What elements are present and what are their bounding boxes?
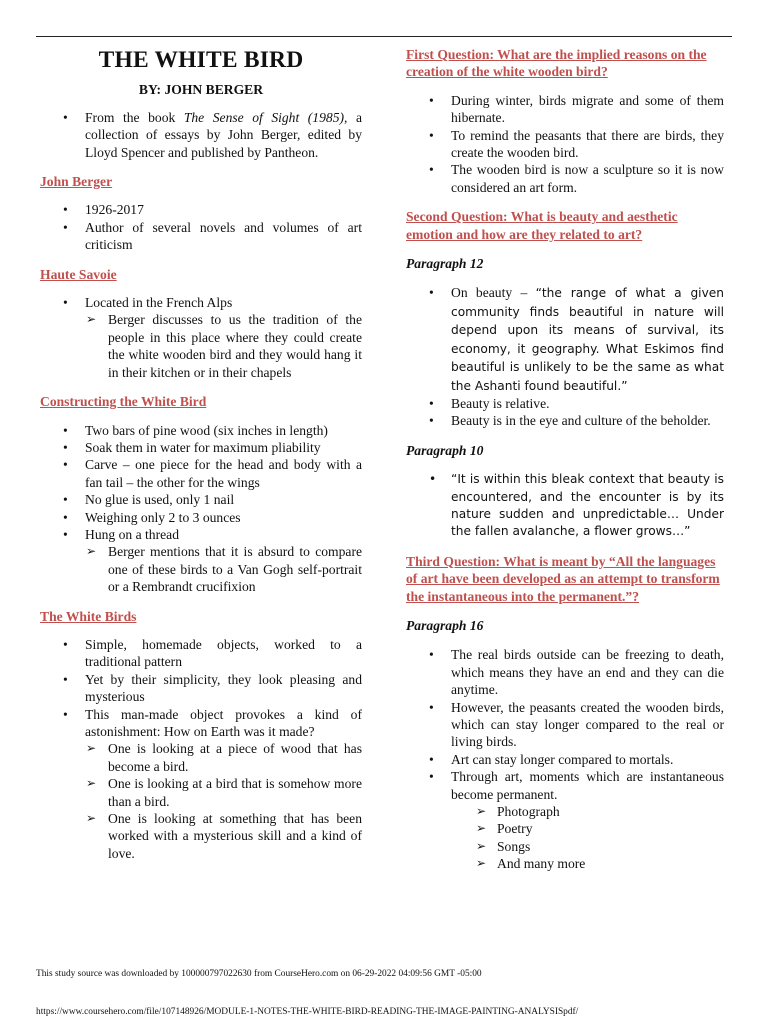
sub-list-item: ➢ Songs: [406, 838, 724, 855]
heading-john-berger: John Berger: [40, 174, 113, 190]
question-2-heading: Second Question: What is beauty and aesthetic emotion and how are they related to art?: [406, 209, 678, 242]
list-item: • Author of several novels and volumes of art criticism: [40, 219, 362, 254]
right-column: [406, 46, 724, 873]
list-item: • The real birds outside can be freezing to death, which means they have an end and they can die anytime.: [406, 646, 724, 698]
p12-list: [406, 284, 724, 429]
left-column: [40, 40, 362, 862]
p10-list: [406, 471, 724, 541]
list-item: • Weighing only 2 to 3 ounces: [40, 509, 362, 526]
question-3-heading: Third Question: What is meant by “All the languages of art have been developed as an attempt to transform the instantaneous into the permanent.”?: [406, 553, 720, 604]
berger-list: [40, 201, 362, 253]
list-item: • However, the peasants created the wooden birds, which can stay longer compared to the real or living birds.: [406, 699, 724, 751]
list-item: • Simple, homemade objects, worked to a traditional pattern: [40, 636, 362, 671]
author-byline: BY: JOHN BERGER: [138, 82, 264, 98]
heading-white-birds: The White Birds: [40, 608, 137, 624]
savoie-list: [40, 294, 362, 381]
list-item: • Carve – one piece for the head and body with a fan tail – the other for the wings: [40, 456, 362, 491]
sub-list-item: ➢ One is looking at a bird that is somehow more than a bird.: [40, 775, 362, 810]
p16-list: [406, 646, 724, 872]
list-item: • Hung on a thread: [40, 526, 362, 543]
sub-list-item: ➢ Berger discusses to us the tradition of the people in this place where they could create the white wooden bird and they would hang it in their kitchen or in their chapels: [40, 311, 362, 381]
list-item: • “It is within this bleak context that beauty is encountered, and the encounter is by its nature sudden and unpredictable… Under the fallen avalanche, a flower grows…”: [406, 471, 724, 541]
paragraph-12-label: Paragraph 12: [406, 256, 484, 272]
heading-haute-savoie: Haute Savoie: [40, 266, 117, 282]
list-item: • The wooden bird is now a sculpture so it is now considered an art form.: [406, 161, 724, 196]
sub-list-item: ➢ One is looking at something that has been worked with a mysterious skill and a kind of love.: [40, 810, 362, 862]
list-item: • 1926-2017: [40, 201, 362, 218]
construct-list: [40, 422, 362, 596]
sub-list-item: ➢ One is looking at a piece of wood that has become a bird.: [40, 740, 362, 775]
list-item: • Located in the French Alps: [40, 294, 362, 311]
list-item: • Art can stay longer compared to mortals.: [406, 751, 724, 768]
sub-list-item: ➢ Berger mentions that it is absurd to compare one of these birds to a Van Gogh self-portrait or a Rembrandt crucifixion: [40, 543, 362, 595]
paragraph-16-label: Paragraph 16: [406, 617, 484, 633]
list-item: • During winter, birds migrate and some of them hibernate.: [406, 92, 724, 127]
list-item: • No glue is used, only 1 nail: [40, 491, 362, 508]
sub-list-item: ➢ Poetry: [406, 820, 724, 837]
list-item: • Through art, moments which are instantaneous become permanent.: [406, 768, 724, 803]
heading-constructing: Constructing the White Bird: [40, 394, 207, 410]
document-title: THE WHITE BIRD: [98, 47, 304, 73]
paragraph-10-label: Paragraph 10: [406, 442, 484, 458]
q1-list: [406, 92, 724, 196]
list-item: • Beauty is relative.: [406, 395, 724, 412]
list-item: • To remind the peasants that there are birds, they create the wooden bird.: [406, 127, 724, 162]
top-rule: [36, 36, 732, 37]
list-item: • This man-made object provokes a kind of astonishment: How on Earth was it made?: [40, 706, 362, 741]
list-item: • Yet by their simplicity, they look pleasing and mysterious: [40, 671, 362, 706]
sub-list-item: ➢ Photograph: [406, 803, 724, 820]
intro-list: [40, 109, 362, 161]
list-item: • On beauty – “the range of what a given community finds beautiful in nature will depend upon its means of survival, its economy, it geography. What Eskimos find beautiful is unlikely to be the same as what the Ashanti found beautiful.”: [406, 284, 724, 394]
source-url[interactable]: https://www.coursehero.com/file/107148926/MODULE-1-NOTES-THE-WHITE-BIRD-READING-THE-IMAGE-PAINTING-ANALYSISpdf/: [36, 1007, 579, 1017]
list-item: • Beauty is in the eye and culture of the beholder.: [406, 412, 724, 429]
download-notice: This study source was downloaded by 100000797022630 from CourseHero.com on 06-29-2022 04:09:56 GMT -05:00: [36, 969, 482, 979]
list-item: • Soak them in water for maximum pliability: [40, 439, 362, 456]
sub-list-item: ➢ And many more: [406, 855, 724, 872]
question-1-heading: First Question: What are the implied reasons on the creation of the white wooden bird?: [406, 47, 707, 80]
list-item: • Two bars of pine wood (six inches in length): [40, 422, 362, 439]
birds-list: [40, 636, 362, 862]
intro-item: • From the book The Sense of Sight (1985), a collection of essays by John Berger, edited by Lloyd Spencer and published by Pantheon.: [40, 109, 362, 161]
